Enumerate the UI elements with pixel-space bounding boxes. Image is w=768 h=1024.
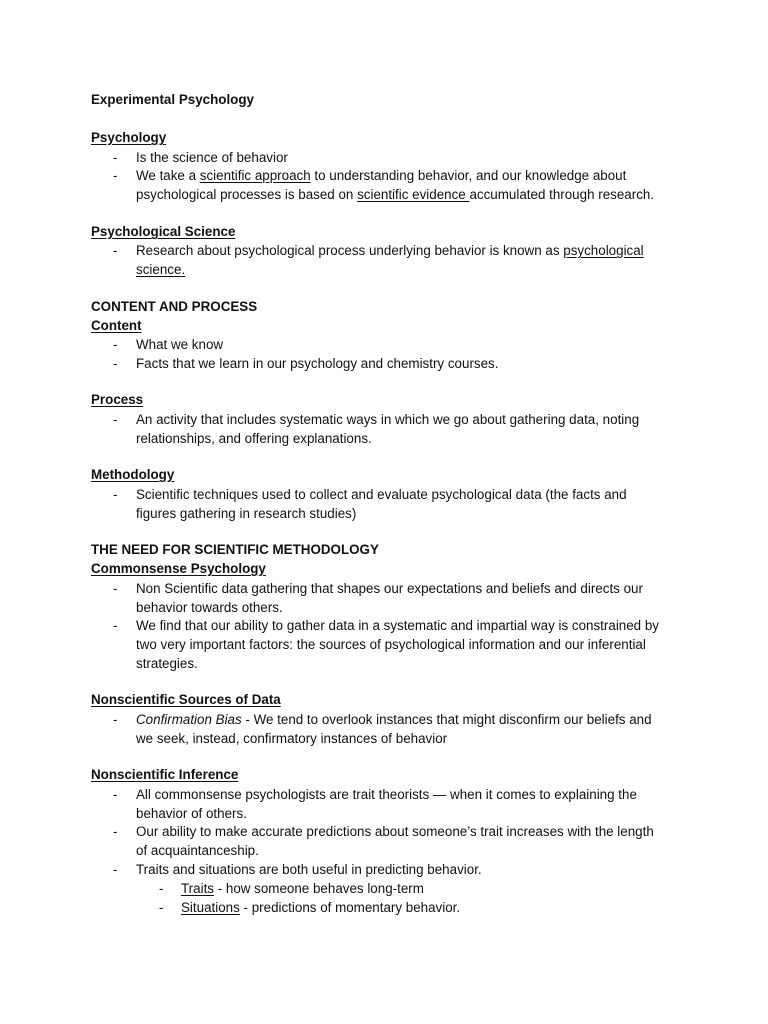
list-item-text <box>136 617 686 673</box>
bullet-dash: - <box>113 824 118 839</box>
list-item-text <box>136 242 686 280</box>
text-run: figures gathering in research studies) <box>136 505 357 521</box>
underlined-term: Situations <box>181 900 240 915</box>
text-run: We take a <box>136 168 200 183</box>
text-run: of acquaintanceship. <box>136 842 259 858</box>
list-item-text <box>136 823 686 861</box>
bullet-dash: - <box>113 862 118 877</box>
document-title: Experimental Psychology <box>91 92 254 107</box>
heading-psychology: Psychology <box>91 130 167 145</box>
text-run: Research about psychological process underlying behavior is known as <box>136 243 564 258</box>
heading-nonscientific-sources: Nonscientific Sources of Data <box>91 692 281 707</box>
underlined-term: Traits <box>181 881 214 896</box>
heading-commonsense-psychology: Commonsense Psychology <box>91 561 266 576</box>
bullet-dash: - <box>113 356 118 371</box>
underlined-term: psychological <box>563 243 644 258</box>
text-run: Non Scientific data gathering that shapes our expectations and beliefs and directs our <box>136 581 643 596</box>
list-item-text <box>136 711 686 749</box>
text-run: All commonsense psychologists are trait theorists — when it comes to explaining the <box>136 787 637 802</box>
text-run: two very important factors: the sources of psychological information and our inferential <box>136 636 646 652</box>
text-run: - We tend to overlook instances that might disconfirm our beliefs and <box>241 712 652 727</box>
bullet-dash: - <box>113 168 118 183</box>
heading-content: Content <box>91 318 142 333</box>
heading-psychological-science: Psychological Science <box>91 224 236 239</box>
text-run: We find that our ability to gather data in a systematic and impartial way is constrained by <box>136 618 659 633</box>
section-heading-need: THE NEED FOR SCIENTIFIC METHODOLOGY <box>91 542 379 557</box>
bullet-dash: - <box>113 412 118 427</box>
italic-term: Confirmation Bias <box>136 712 242 727</box>
list-item-text <box>181 880 681 899</box>
text-run: to understanding behavior, and our knowledge about <box>310 168 627 183</box>
text-run: accumulated through research. <box>469 186 655 202</box>
list-item-text <box>136 580 686 618</box>
text-run: relationships, and offering explanations. <box>136 430 372 446</box>
list-item-text: Facts that we learn in our psychology and chemistry courses. <box>136 356 499 371</box>
bullet-dash: - <box>159 881 164 896</box>
text-run: we seek, instead, confirmatory instances of behavior <box>136 730 448 746</box>
heading-nonscientific-inference: Nonscientific Inference <box>91 767 239 782</box>
bullet-dash: - <box>113 618 118 633</box>
underlined-term: scientific evidence <box>357 186 470 202</box>
list-item-text <box>136 167 686 205</box>
text-run: strategies. <box>136 655 198 671</box>
section-heading-content-process: CONTENT AND PROCESS <box>91 299 258 314</box>
list-item-text: Is the science of behavior <box>136 150 288 165</box>
text-run: - how someone behaves long-term <box>213 881 424 896</box>
list-item-text <box>136 411 686 449</box>
bullet-dash: - <box>113 712 118 727</box>
underlined-term: scientific approach <box>199 168 311 183</box>
bullet-dash: - <box>113 487 118 502</box>
text-run: behavior towards others. <box>136 599 283 615</box>
bullet-dash: - <box>159 900 164 915</box>
bullet-dash: - <box>113 581 118 596</box>
bullet-dash: - <box>113 787 118 802</box>
heading-process: Process <box>91 392 144 407</box>
list-item-text <box>136 486 686 524</box>
heading-methodology: Methodology <box>91 467 175 482</box>
text-run: Our ability to make accurate predictions about someone’s trait increases with the length <box>136 824 654 839</box>
list-item-text <box>136 786 686 824</box>
underlined-term: science. <box>136 261 186 277</box>
text-run: Scientific techniques used to collect and evaluate psychological data (the facts and <box>136 487 627 502</box>
text-run: An activity that includes systematic ways in which we go about gathering data, noting <box>136 412 640 427</box>
bullet-dash: - <box>113 150 118 165</box>
list-item-text <box>181 899 681 918</box>
text-run: - predictions of momentary behavior. <box>239 900 461 915</box>
list-item-text: Traits and situations are both useful in predicting behavior. <box>136 862 482 877</box>
list-item-text: What we know <box>136 337 224 352</box>
bullet-dash: - <box>113 243 118 258</box>
bullet-dash: - <box>113 337 118 352</box>
text-run: psychological processes is based on <box>136 186 358 202</box>
text-run: behavior of others. <box>136 805 247 821</box>
